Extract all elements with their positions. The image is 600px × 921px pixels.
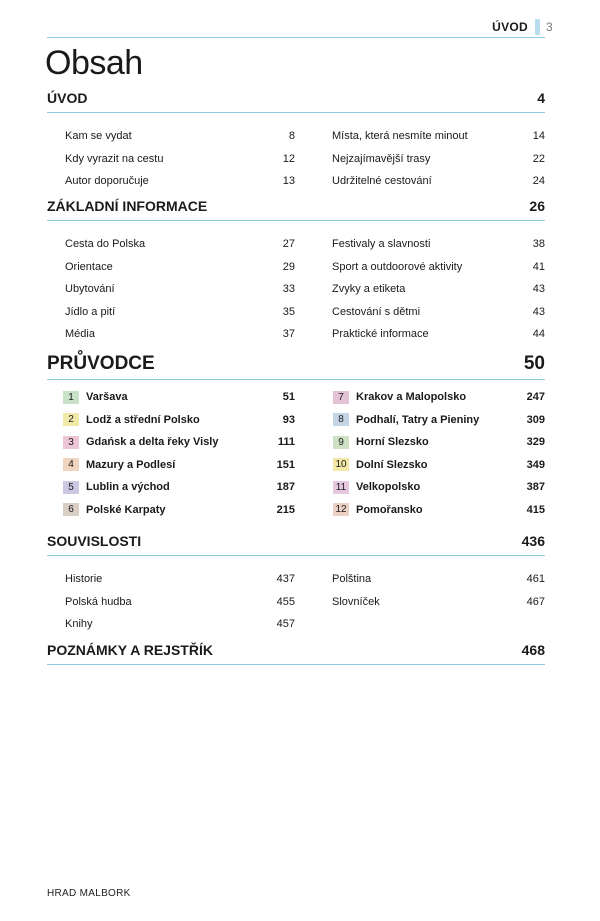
chapter-page: 309: [526, 413, 545, 426]
chapter-label: Lodž a střední Polsko: [86, 413, 200, 426]
chapter-entry[interactable]: [333, 386, 545, 409]
chapter-number-badge: 7: [333, 391, 349, 404]
toc-entry[interactable]: [332, 301, 545, 324]
chapter-label: Horní Slezsko: [356, 436, 429, 449]
toc-entry-label: Polská hudba: [65, 595, 132, 608]
chapter-entry[interactable]: [63, 409, 295, 432]
toc-entry-label: Udržitelné cestování: [332, 175, 432, 188]
toc-entry-label: Autor doporučuje: [65, 175, 149, 188]
toc-entry-page: 14: [532, 130, 545, 143]
toc-entry-page: 13: [282, 175, 295, 188]
section-poznamky-a-rejstrik: [47, 642, 545, 665]
chapter-number-badge: 6: [63, 503, 79, 516]
toc-entry[interactable]: [65, 613, 295, 636]
photo-caption: HRAD MALBORK: [47, 888, 131, 899]
toc-entry-label: Cesta do Polska: [65, 238, 146, 251]
chapter-page: 111: [277, 436, 295, 449]
chapter-label: Pomořansko: [356, 503, 423, 516]
toc-entry-page: 8: [288, 130, 295, 143]
chapter-entry[interactable]: [63, 476, 295, 499]
running-head-marker: [535, 19, 540, 35]
chapter-entry[interactable]: [63, 499, 295, 522]
section-uvod: [47, 90, 545, 193]
section-heading[interactable]: [47, 90, 545, 113]
toc-entry[interactable]: [332, 148, 545, 171]
toc-entry-label: Slovníček: [332, 595, 380, 608]
chapter-number-badge: 4: [63, 458, 79, 471]
toc-entry-label: Jídlo a pití: [65, 305, 116, 318]
toc-entry-page: 37: [282, 328, 295, 341]
chapter-number-badge: 1: [63, 391, 79, 404]
toc-entry-label: Média: [65, 328, 95, 341]
toc-entry-page: 437: [276, 573, 295, 586]
chapter-number-badge: 5: [63, 481, 79, 494]
section-heading-page: 4: [537, 90, 545, 106]
chapter-page: 151: [276, 458, 295, 471]
section-heading-page: 50: [523, 353, 545, 374]
running-head-page: 3: [546, 20, 553, 34]
toc-entry[interactable]: [332, 170, 545, 193]
toc-entry[interactable]: [65, 233, 295, 256]
chapter-page: 93: [282, 413, 295, 426]
toc-entry-page: 461: [526, 573, 545, 586]
toc-entry[interactable]: [332, 125, 545, 148]
section-heading[interactable]: [47, 642, 545, 665]
chapter-label: Polské Karpaty: [86, 503, 166, 516]
section-souvislosti: [47, 533, 545, 636]
toc-column-right: [332, 233, 545, 346]
toc-column-left: [65, 233, 295, 346]
chapter-page: 387: [526, 481, 545, 494]
chapter-entry[interactable]: [333, 476, 545, 499]
toc-entry-label: Kam se vydat: [65, 130, 132, 143]
toc-entry[interactable]: [65, 148, 295, 171]
section-heading-page: 26: [529, 198, 545, 214]
section-heading[interactable]: [47, 198, 545, 221]
chapter-label: Podhalí, Tatry a Pieniny: [356, 413, 480, 426]
chapter-entry[interactable]: [333, 454, 545, 477]
chapter-label: Lublin a východ: [86, 481, 170, 494]
toc-entry[interactable]: [65, 125, 295, 148]
toc-entry-label: Festivaly a slavnosti: [332, 238, 431, 251]
toc-entry-label: Sport a outdoorové aktivity: [332, 260, 463, 273]
chapter-page: 51: [282, 391, 295, 404]
toc-entry-label: Polština: [332, 573, 372, 586]
toc-entry-page: 43: [532, 283, 545, 296]
chapter-label: Gdańsk a delta řeky Visly: [86, 436, 219, 449]
chapter-page: 415: [526, 503, 545, 516]
toc-entry-label: Nejzajímavější trasy: [332, 152, 431, 165]
toc-entry-label: Historie: [65, 573, 103, 586]
toc-entry-page: 27: [282, 238, 295, 251]
chapter-number-badge: 9: [333, 436, 349, 449]
toc-column-left: [65, 125, 295, 193]
chapter-page: 349: [526, 458, 545, 471]
section-heading-label: ÚVOD: [47, 90, 88, 106]
section-heading-page: 436: [521, 533, 545, 549]
chapter-page: 187: [276, 481, 295, 494]
toc-entry-page: 22: [532, 152, 545, 165]
section-heading-page: 468: [521, 642, 545, 658]
toc-entry-page: 33: [282, 283, 295, 296]
chapter-column-left: [63, 386, 295, 521]
toc-entry-page: 44: [532, 328, 545, 341]
toc-entry[interactable]: [65, 591, 295, 614]
toc-entry[interactable]: [332, 323, 545, 346]
section-pruvodce: [47, 353, 545, 521]
toc-entry-page: 12: [282, 152, 295, 165]
toc-column-left: [65, 568, 295, 636]
chapter-number-badge: 11: [333, 481, 349, 494]
section-heading-label: SOUVISLOSTI: [47, 533, 142, 549]
toc-entry-page: 29: [282, 260, 295, 273]
toc-entry[interactable]: [332, 256, 545, 279]
toc-entry-page: 38: [532, 238, 545, 251]
toc-entry-label: Ubytování: [65, 283, 115, 296]
page-title: Obsah: [45, 44, 143, 82]
chapter-entry[interactable]: [333, 499, 545, 522]
toc-entry[interactable]: [65, 278, 295, 301]
toc-entry[interactable]: [332, 568, 545, 591]
chapter-number-badge: 12: [333, 503, 349, 516]
toc-entry[interactable]: [65, 323, 295, 346]
section-heading-label: ZÁKLADNÍ INFORMACE: [47, 198, 208, 214]
toc-column-right: [332, 568, 545, 636]
toc-entry-label: Orientace: [65, 260, 113, 273]
section-heading-label: PRŮVODCE: [47, 353, 155, 374]
chapter-entry[interactable]: [63, 431, 295, 454]
toc-entry[interactable]: [65, 301, 295, 324]
chapter-number-badge: 8: [333, 413, 349, 426]
section-heading[interactable]: [47, 353, 545, 380]
toc-entry-page: 455: [276, 595, 295, 608]
chapter-number-badge: 3: [63, 436, 79, 449]
chapter-number-badge: 10: [333, 458, 349, 471]
chapter-label: Velkopolsko: [356, 481, 421, 494]
running-head-section: ÚVOD: [492, 20, 529, 34]
chapter-page: 329: [526, 436, 545, 449]
chapter-label: Dolní Slezsko: [356, 458, 428, 471]
chapter-entry[interactable]: [63, 454, 295, 477]
chapter-label: Krakov a Malopolsko: [356, 391, 467, 404]
chapter-column-right: [333, 386, 545, 521]
toc-entry-page: 24: [532, 175, 545, 188]
toc-entry-page: 35: [282, 305, 295, 318]
toc-entry-page: 43: [532, 305, 545, 318]
toc-entry[interactable]: [65, 568, 295, 591]
toc-entry-label: Místa, která nesmíte minout: [332, 130, 468, 143]
chapter-entry[interactable]: [333, 409, 545, 432]
toc-entry-page: 457: [276, 618, 295, 631]
toc-entry-label: Knihy: [65, 618, 93, 631]
toc-entry[interactable]: [332, 278, 545, 301]
chapter-entry[interactable]: [63, 386, 295, 409]
toc-column-right: [332, 125, 545, 193]
chapter-entry[interactable]: [333, 431, 545, 454]
section-heading-label: POZNÁMKY A REJSTŘÍK: [47, 642, 213, 658]
chapter-label: Varšava: [86, 391, 128, 404]
toc-entry-page: 467: [526, 595, 545, 608]
running-head: [492, 19, 553, 35]
toc-entry[interactable]: [65, 170, 295, 193]
chapter-page: 215: [276, 503, 295, 516]
section-zakladni-informace: [47, 198, 545, 346]
toc-entry[interactable]: [65, 256, 295, 279]
chapter-label: Mazury a Podlesí: [86, 458, 176, 471]
chapter-number-badge: 2: [63, 413, 79, 426]
toc-entry-page: 41: [532, 260, 545, 273]
toc-entry[interactable]: [332, 591, 545, 614]
toc-entry-label: Praktické informace: [332, 328, 429, 341]
section-heading[interactable]: [47, 533, 545, 556]
toc-entry[interactable]: [332, 233, 545, 256]
chapter-page: 247: [526, 391, 545, 404]
toc-entry-label: Zvyky a etiketa: [332, 283, 406, 296]
top-rule: [47, 37, 545, 38]
toc-entry-label: Cestování s dětmi: [332, 305, 421, 318]
toc-entry-label: Kdy vyrazit na cestu: [65, 152, 164, 165]
